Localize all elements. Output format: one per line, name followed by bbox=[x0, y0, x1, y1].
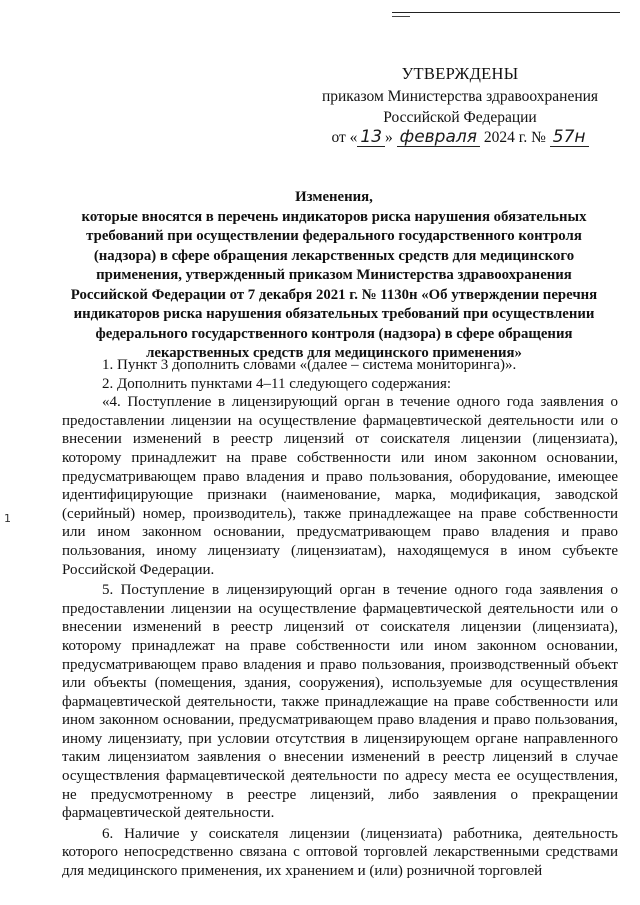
heading-line: Российской Федерации от 7 декабря 2021 г. № 1130н «Об утверждении перечня bbox=[70, 286, 598, 303]
heading-line: применения, утвержденный приказом Министерства здравоохранения bbox=[96, 267, 572, 283]
date-prefix: от « bbox=[331, 129, 358, 146]
paragraph-item-2: 2. Дополнить пунктами 4–11 следующего содержания: bbox=[102, 375, 452, 392]
date-quote-close: » bbox=[385, 129, 393, 146]
document-body bbox=[62, 356, 618, 881]
approval-issuer: приказом Министерства здравоохранения bbox=[321, 88, 599, 105]
heading-line: федерального государственного контроля (надзора) в сфере обращения bbox=[95, 325, 573, 342]
approval-country: Российской Федерации bbox=[383, 109, 537, 126]
approval-date-line bbox=[300, 128, 620, 147]
heading-line: Изменения, bbox=[295, 189, 373, 205]
handwritten-day: 13 bbox=[357, 128, 385, 147]
heading-line: индикаторов риска нарушения обязательных требований при осуществлении bbox=[73, 306, 595, 322]
heading-line: (надзора) в сфере обращения лекарственных средств для медицинского bbox=[93, 247, 575, 264]
heading-line: требований при осуществлении федерального государственного контроля bbox=[86, 228, 582, 244]
paragraph-item-4: «4. Поступление в лицензирующий орган в течение одного года заявления о предоставлении лицензии на осуществление фармацевтической деятельности или о внесении изменений в реестр лицензий от соискателя лицензии (лицензиата), которому принадлежит на праве собственности или ином законном основании, предусматривающем право владения и право пользования, оборудование, имеющее идентифицирующие признаки (наименование, марка, модификация, заводской (серийный) номер, производитель), также принадлежащее на праве собственности или ином законном основании, предусматривающем право владения и право пользования, иному лицензиату (лицензиатам), находящемуся в ином субъекте Российской Федерации. bbox=[62, 394, 618, 578]
scan-edge-tick bbox=[392, 16, 410, 17]
heading-line: лекарственных средств для медицинского применения» bbox=[146, 345, 522, 361]
paragraph-item-5: 5. Поступление в лицензирующий орган в течение одного года заявления о предоставлении лицензии на осуществление фармацевтической деятельности или о внесении изменений в реестр лицензий от соискателя лицензии (лицензиата), которому принадлежат на праве собственности или ином законном основании, предусматривающем право владения и право пользования, производственный объект или объекты (помещения, здания, сооружения), используемые для осуществления фармацевтической деятельности, также принадлежащие на праве собственности или ином законном основании, предусматривающем право владения и право пользования, иному лицензиату, при условии отсутствия в лицензирующем органе направленного таким лицензиатом заявления о внесении изменений в реестр лицензий в случае осуществления фармацевтической деятельности по адресу места ее осуществления, не предусмотренному в реестре лицензий, либо заявления о прекращении фармацевтической деятельности. bbox=[62, 582, 618, 822]
scan-edge-line bbox=[392, 12, 620, 13]
handwritten-order-number: 57н bbox=[550, 128, 589, 147]
paragraph-item-1: 1. Пункт 3 дополнить словами «(далее – система мониторинга)». bbox=[102, 357, 517, 373]
handwritten-month: февраля bbox=[397, 128, 480, 147]
date-year: 2024 г. № bbox=[483, 129, 546, 146]
margin-mark: 1 bbox=[4, 512, 11, 525]
document-heading bbox=[44, 188, 624, 364]
heading-line: которые вносятся в перечень индикаторов риска нарушения обязательных bbox=[81, 208, 587, 225]
paragraph-item-6: 6. Наличие у соискателя лицензии (лицензиата) работника, деятельность которого непосредственно связана с оптовой торговлей лекарственными средствами для медицинского применения, их хранением и (или) розничной торговлей bbox=[62, 825, 618, 880]
approval-title: УТВЕРЖДЕНЫ bbox=[401, 64, 519, 83]
